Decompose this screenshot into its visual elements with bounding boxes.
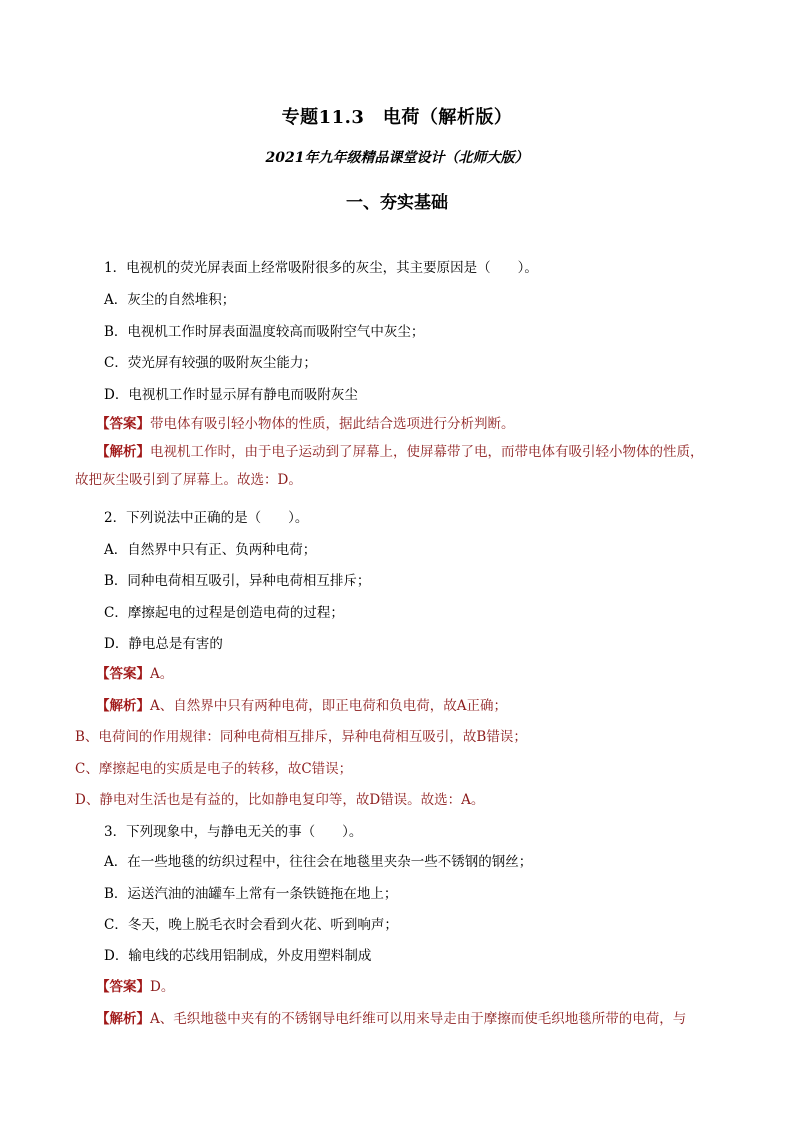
question-2-option-b: B．同种电荷相互吸引，异种电荷相互排斥； bbox=[104, 573, 371, 589]
question-2-answer bbox=[96, 664, 173, 684]
question-1-option-b: B．电视机工作时屏表面温度较高而吸附空气中灰尘； bbox=[104, 324, 425, 340]
answer-tag: 【答案】 bbox=[96, 666, 150, 682]
answer-tag: 【答案】 bbox=[96, 416, 150, 432]
question-1-option-c: C．荧光屏有较强的吸附灰尘能力； bbox=[104, 355, 317, 371]
question-2-option-d: D．静电总是有害的 bbox=[104, 636, 223, 652]
question-2-option-a: A．自然界中只有正、负两种电荷； bbox=[104, 542, 317, 558]
question-1-option-d: D．电视机工作时显示屏有静电而吸附灰尘 bbox=[104, 387, 358, 403]
question-2-option-c: C．摩擦起电的过程是创造电荷的过程； bbox=[104, 605, 344, 621]
question-1-option-a: A．灰尘的自然堆积； bbox=[104, 292, 236, 308]
question-3-analysis-line-1 bbox=[96, 1009, 686, 1029]
section-heading: 一、夯实基础 bbox=[346, 193, 448, 213]
question-2-stem: 2．下列说法中正确的是（ ）。 bbox=[104, 510, 309, 526]
answer-text: A。 bbox=[150, 666, 174, 682]
analysis-tag: 【解析】 bbox=[96, 1011, 150, 1027]
analysis-text: A、自然界中只有两种电荷，即正电荷和负电荷，故A正确； bbox=[150, 698, 507, 714]
question-3-answer bbox=[96, 977, 174, 997]
answer-text: D。 bbox=[150, 979, 175, 995]
answer-text: 带电体有吸引轻小物体的性质，据此结合选项进行分析判断。 bbox=[150, 416, 515, 432]
question-3-option-b: B．运送汽油的油罐车上常有一条铁链拖在地上； bbox=[104, 886, 398, 902]
question-3-option-d: D．输电线的芯线用铝制成，外皮用塑料制成 bbox=[104, 948, 372, 964]
question-1-answer bbox=[96, 414, 515, 434]
document-subtitle: 2021年九年级精品课堂设计（北师大版） bbox=[265, 150, 529, 166]
answer-tag: 【答案】 bbox=[96, 979, 150, 995]
document-title: 专题11.3 电荷（解析版） bbox=[281, 107, 513, 128]
question-2-analysis-line-3: C、摩擦起电的实质是电子的转移，故C错误； bbox=[75, 761, 353, 777]
question-2-analysis-line-4: D、静电对生活也是有益的，比如静电复印等，故D错误。故选：A。 bbox=[75, 792, 485, 808]
analysis-text: 电视机工作时，由于电子运动到了屏幕上，使屏幕带了电，而带电体有吸引轻小物体的性质， bbox=[150, 444, 704, 460]
analysis-tag: 【解析】 bbox=[96, 444, 150, 460]
question-3-option-c: C．冬天，晚上脱毛衣时会看到火花、听到响声； bbox=[104, 917, 398, 933]
question-3-option-a: A．在一些地毯的纺织过程中，往往会在地毯里夹杂一些不锈钢的钢丝； bbox=[104, 854, 533, 870]
question-3-stem: 3．下列现象中，与静电无关的事（ ）。 bbox=[104, 824, 363, 840]
analysis-text-continued: 故把灰尘吸引到了屏幕上。故选：D。 bbox=[75, 472, 302, 488]
question-1-stem: 1．电视机的荧光屏表面上经常吸附很多的灰尘，其主要原因是（ ）。 bbox=[104, 260, 538, 276]
analysis-text: A、毛织地毯中夹有的不锈钢导电纤维可以用来导走由于摩擦而使毛织地毯所带的电荷，与 bbox=[150, 1011, 687, 1027]
analysis-tag: 【解析】 bbox=[96, 698, 150, 714]
question-1-analysis bbox=[75, 438, 725, 494]
question-2-analysis-line-1 bbox=[96, 696, 507, 716]
question-2-analysis-line-2: B、电荷间的作用规律：同种电荷相互排斥，异种电荷相互吸引，故B错误； bbox=[75, 729, 527, 745]
